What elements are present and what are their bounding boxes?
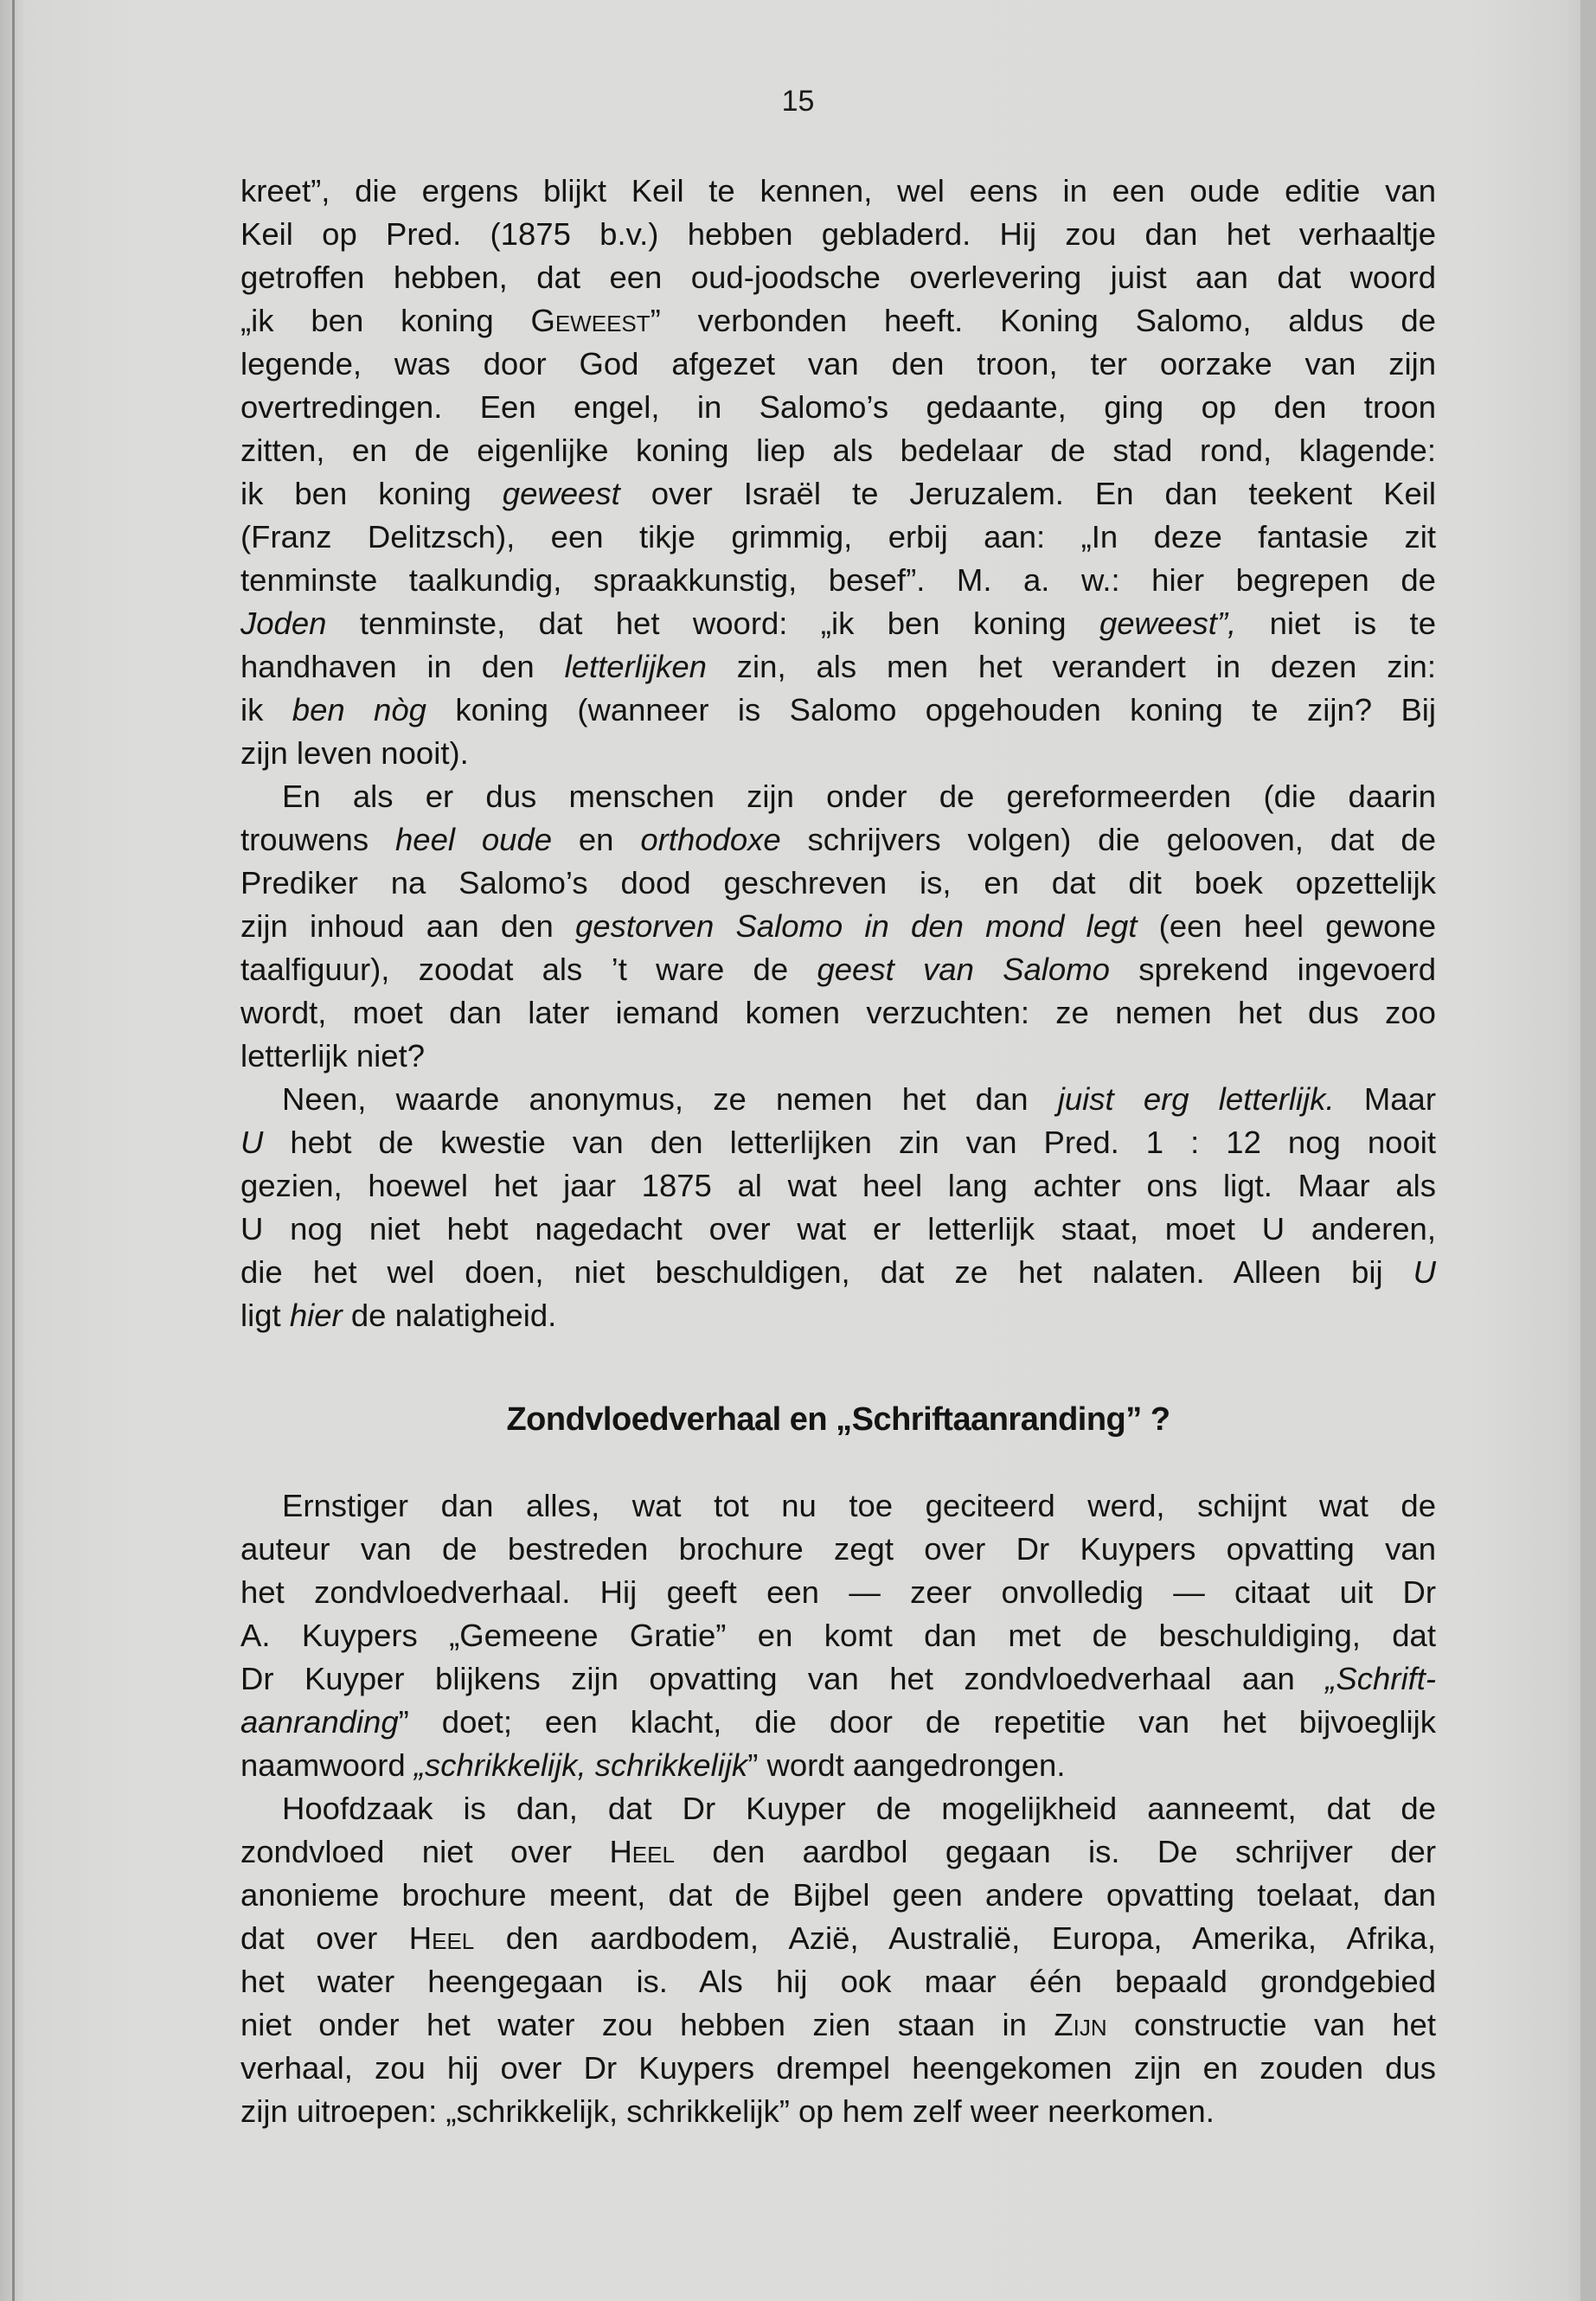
body-text (240, 170, 1436, 2133)
page-edge (1580, 0, 1596, 2301)
italic-text: hier (289, 1298, 343, 1333)
italic-text: geest van Salomo (817, 952, 1110, 987)
text-line: zijn leven nooit). (240, 735, 469, 771)
small-caps-text: Geweest (530, 303, 651, 338)
text-line: En als er dus menschen zijn onder de gereformeerden (die daarin (282, 779, 1436, 814)
text-line: trouwens heel oude en orthodoxe schrijvers volgen) die gelooven, dat de (240, 822, 1436, 857)
text-line: zijn uitroepen: „schrikkelijk, schrikkelijk” op hem zelf weer neerkomen. (240, 2093, 1215, 2129)
small-caps-text: Heel (609, 1834, 675, 1869)
text-line: verhaal, zou hij over Dr Kuypers drempel heengekomen zijn en zouden dus (240, 2050, 1436, 2086)
paragraph (240, 1078, 1436, 1337)
italic-text: juist erg letterlijk. (1057, 1081, 1335, 1117)
text-line: (Franz Delitzsch), een tikje grimmig, erbij aan: „In deze fantasie zit (240, 519, 1436, 554)
text-line: wordt, moet dan later iemand komen verzuchten: ze nemen het dus zoo (240, 995, 1436, 1030)
small-caps-text: Zijn (1054, 2007, 1107, 2042)
text-line: ik ben koning geweest over Israël te Jeruzalem. En dan teekent Keil (240, 476, 1436, 511)
text-line: dat over Heel den aardbodem, Azië, Australië, Europa, Amerika, Afrika, (240, 1920, 1436, 1956)
text-line: A. Kuypers „Gemeene Gratie” en komt dan met de beschuldiging, dat (240, 1618, 1436, 1653)
text-line: handhaven in den letterlijken zin, als men het verandert in dezen zin: (240, 649, 1436, 684)
text-line: zijn inhoud aan den gestorven Salomo in den mond legt (een heel gewone (240, 908, 1436, 944)
text-line: gezien, hoewel het jaar 1875 al wat heel lang achter ons ligt. Maar als (240, 1168, 1436, 1203)
text-line: taalfiguur), zoodat als ’t ware de geest van Salomo sprekend ingevoerd (240, 952, 1436, 987)
text-line: tenminste taalkundig, spraakkunstig, besef”. M. a. w.: hier begrepen de (240, 562, 1436, 598)
text-line: Hoofdzaak is dan, dat Dr Kuyper de mogelijkheid aanneemt, dat de (282, 1791, 1436, 1826)
text-line: legende, was door God afgezet van den troon, ter oorzake van zijn (240, 346, 1436, 381)
text-line: ik ben nòg koning (wanneer is Salomo opgehouden koning te zijn? Bij (240, 692, 1437, 727)
text-line: zitten, en de eigenlijke koning liep als bedelaar de stad rond, klagende: (240, 433, 1436, 468)
italic-text: aanranding (240, 1704, 399, 1740)
text-line: Joden tenminste, dat het woord: „ik ben koning geweest”, niet is te (240, 606, 1436, 641)
paragraph (240, 170, 1436, 775)
text-line: Neen, waarde anonymus, ze nemen het dan juist erg letterlijk. Maar (282, 1081, 1436, 1117)
section-heading: Zondvloedverhaal en „Schriftaanranding” ? (506, 1401, 1170, 1438)
text-line: die het wel doen, niet beschuldigen, dat ze het nalaten. Alleen bij U (240, 1254, 1436, 1290)
paragraph (240, 775, 1436, 1078)
text-line: overtredingen. Een engel, in Salomo’s gedaante, ging op den troon (240, 389, 1436, 425)
italic-text: orthodoxe (640, 822, 781, 857)
italic-text: Joden (240, 606, 327, 641)
paragraph (240, 1787, 1436, 2133)
italic-text: „Schrift- (1325, 1661, 1436, 1696)
italic-text: heel oude (394, 822, 553, 857)
text-line: letterlijk niet? (240, 1038, 426, 1074)
text-line: auteur van de bestreden brochure zegt over Dr Kuypers opvatting van (240, 1531, 1436, 1567)
text-line: zondvloed niet over Heel den aardbol gegaan is. De schrijver der (240, 1834, 1436, 1869)
text-line: ligt hier de nalatigheid. (240, 1298, 557, 1333)
text-line: Prediker na Salomo’s dood geschreven is, en dat dit boek opzettelijk (240, 865, 1436, 901)
text-line: U hebt de kwestie van den letterlijken zin van Pred. 1 : 12 nog nooit (240, 1125, 1436, 1160)
italic-text: letterlijken (564, 649, 707, 684)
text-line: naamwoord „schrikkelijk, schrikkelijk” wordt aangedrongen. (240, 1747, 1066, 1783)
text-line: het water heengegaan is. Als hij ook maar één bepaald grondgebied (240, 1964, 1436, 1999)
italic-text: U (240, 1125, 264, 1160)
italic-text: geweest”, (1099, 606, 1237, 641)
italic-text: ben nòg (292, 692, 426, 727)
text-line: aanranding” doet; een klacht, die door de repetitie van het bijvoeglijk (240, 1704, 1436, 1740)
page-number: 15 (781, 85, 815, 118)
text-line: U nog niet hebt nagedacht over wat er letterlijk staat, moet U anderen, (240, 1211, 1436, 1247)
text-line: het zondvloedverhaal. Hij geeft een — zeer onvolledig — citaat uit Dr (240, 1574, 1436, 1610)
text-line: Keil op Pred. (1875 b.v.) hebben gebladerd. Hij zou dan het verhaaltje (240, 216, 1436, 252)
text-line: kreet”, die ergens blijkt Keil te kennen, wel eens in een oude editie van (240, 173, 1436, 208)
italic-text: geweest (502, 476, 620, 511)
small-caps-text: Heel (408, 1920, 475, 1956)
text-line: Dr Kuyper blijkens zijn opvatting van het zondvloedverhaal aan „Schrift- (240, 1661, 1436, 1696)
binding-edge (12, 0, 15, 2301)
text-line: niet onder het water zou hebben zien staan in Zijn constructie van het (240, 2007, 1436, 2042)
italic-text: gestorven Salomo in den mond legt (574, 908, 1138, 944)
paragraph (240, 1484, 1436, 1787)
text-line: anonieme brochure meent, dat de Bijbel geen andere opvatting toelaat, dan (240, 1877, 1436, 1913)
text-line: getroffen hebben, dat een oud-joodsche overlevering juist aan dat woord (240, 260, 1436, 295)
italic-text: U (1413, 1254, 1436, 1290)
text-line: „ik ben koning Geweest” verbonden heeft. Koning Salomo, aldus de (240, 303, 1436, 338)
italic-text: „schrikkelijk, schrikkelijk (413, 1747, 748, 1783)
text-line: Ernstiger dan alles, wat tot nu toe geciteerd werd, schijnt wat de (282, 1488, 1436, 1523)
